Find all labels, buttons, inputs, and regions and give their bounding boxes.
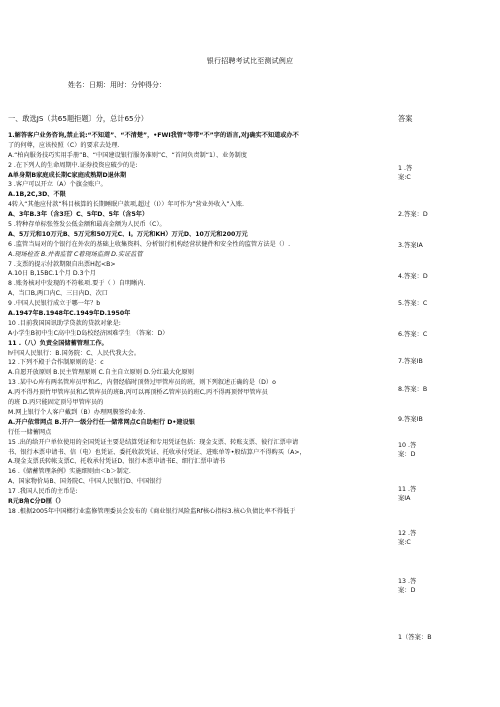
answer-key-item xyxy=(398,357,423,366)
question-text-line: A、国家物价局B、国务院C、中国人民银行D、中国银行 xyxy=(8,478,162,486)
answer-key-label: 11 .答 xyxy=(398,486,417,493)
answer-key-label: 1（答案：B xyxy=(398,634,432,641)
question-text-line: 15 .出的给开户单位使用的全国凭证主要是结算凭证和专用凭证包括：现金支票、转账支票、彼行汇票申请 xyxy=(8,438,299,446)
question-text-line: 13 .某中心库有两名管库员甲和乙，内督经临时顶替过甲管库员的班，则下列叙述正确的是（D）o xyxy=(8,379,276,387)
question-text-line: A、3年B.3年（含3玨）C、5年D、5年（含5年） xyxy=(8,211,149,219)
question-text-line: A.“柏向服务技巧实用手册”B、“中国建设银行服务准则”C、“首问负责制“1）、业务制度 xyxy=(8,151,247,159)
question-text-line: R元B角C分D厘（） xyxy=(8,497,65,505)
question-text-line: 行任一储蓄网点 xyxy=(8,428,52,436)
question-text-line: 6 .监管当局对的个银行在外农的基础上收集资料、分析银行机构经营状健件和安全性的监管方法是（）. xyxy=(8,240,291,248)
answer-key-label: 9.答案IB xyxy=(398,416,423,423)
question-text-line: A单身期B家庭成长期C家庭成熟期D退休期 xyxy=(8,171,127,179)
question-text-line: 18 .根据2005年中国榔行业监修管理委员会发布的《商业银行风险监Rf核心指标3.核心负债比率不得低于 xyxy=(8,507,296,515)
question-text-line: 7 .支票的提示付款期限自出票H起<B> xyxy=(8,260,116,268)
answer-key-value: 案：D xyxy=(398,451,416,458)
question-text-line: 16 .《储蓄管理条例》实施细则由＜b＞制定. xyxy=(8,468,131,476)
question-text-line: 10 .目前我国国讯助学贷款的贷款对象是: xyxy=(8,319,121,327)
question-text-line: A、5万元和10万元B、5万元和50万元C、I。万元和KH）万元D、10万元和200万元 xyxy=(8,230,248,238)
question-text-line: 17 .我国人民币的主币是: xyxy=(8,488,78,496)
question-text-line: A小学生B初中生C高中生D岛校经济困难学生 （答案：D） xyxy=(8,329,169,337)
question-text-line: A.丙不得丹顶竹甲管库员和乙管库员的班B,丙可以再顶桥乙管库员的班C,丙不得再顶替甲管库员 xyxy=(8,389,268,397)
question-text-line: 5 .特种存单标张签发公低金额和最高金额为人民币（C）。 xyxy=(8,221,166,229)
question-text-line: 书、银行本票申请书、信（电）也凭证、委托收款凭证、托收承付凭证、进账单等•般结算户不得购买（A>， xyxy=(8,448,306,456)
answer-key-item xyxy=(398,415,423,424)
question-text-line: A.现金支票氏转帐支票C、托收承付凭证D、银行本票申请书E、细行汇票申请书 xyxy=(8,458,226,466)
answer-key-label: 10 .答 xyxy=(398,442,417,449)
question-text-line: 1.解答客户业务咨询,禁止说:“不知道”、“不清楚”，•FWI我管”等带“不”字的语言,对J确实不知道或办不 xyxy=(8,132,299,139)
question-text-line: 2 .在下列人的生命周期中.证券投资应破少的是: xyxy=(8,161,138,169)
question-text-line: 4转入“其他应付款“科目核算的长期睡眠户款项,超过（I））年可作为”营业外收入”入账. xyxy=(8,201,244,209)
answer-key-item xyxy=(398,210,428,219)
answer-key-value: 案:C xyxy=(398,174,411,181)
answer-key-label: 12 .答 xyxy=(398,530,417,537)
answer-key-label: 6.答案：C xyxy=(398,331,428,338)
answer-key-label: 4.答案：D xyxy=(398,273,428,280)
question-text-line: h中国人民银行：B.国务院：C、人民代我大会。 xyxy=(8,349,141,357)
answer-key-item xyxy=(398,164,412,182)
answer-key-label: 1 .答 xyxy=(398,165,413,172)
answer-key-item xyxy=(398,385,427,394)
answer-key-item xyxy=(398,485,416,503)
question-text-line: 11 .（八）负责全国储蓄管理工作。 xyxy=(8,339,108,347)
question-column xyxy=(8,114,394,517)
answer-key-value: 案IA xyxy=(398,495,411,502)
answer-key-label: 7.答案IB xyxy=(398,358,423,365)
question-text-line: A.现场检查 B.并表监管 C着现场监测 D.实证监管 xyxy=(8,250,143,258)
question-text-line: M.网上银行个人客户戴到（B）办理网膜签约业务. xyxy=(8,408,146,416)
answer-key-item xyxy=(398,577,416,595)
answer-key-item xyxy=(398,272,428,281)
answer-column xyxy=(398,114,492,641)
answer-key-item xyxy=(398,633,432,642)
answer-key-label: 8.答案：B xyxy=(398,386,428,393)
question-text-line: 3 .客户可以开立（A）个旗金账户。 xyxy=(8,181,107,189)
answer-key-item xyxy=(398,241,423,250)
question-text-line: A.1B,2C,3D、不限 xyxy=(8,191,66,199)
page-title: 银行招聘考试比至测试例应 xyxy=(206,57,294,65)
answer-key-label: 5.答案：C xyxy=(398,300,428,307)
question-text-line: A.自愿开放原则 B.民主管理原则 C.自主自立原则 D.分红最大化原则 xyxy=(8,369,194,377)
answer-key-label: 2.答案：D xyxy=(398,211,428,218)
answer-key-value: 案:C xyxy=(398,539,411,546)
question-text-line: A.10日 B,15BC.1个月 D.3个月 xyxy=(8,270,96,278)
answer-header: 答案 xyxy=(398,114,413,123)
answer-key-item xyxy=(398,330,427,339)
answer-key-item xyxy=(398,441,416,459)
answer-key-value: 案：D xyxy=(398,587,416,594)
question-text-line: A.开户依常网点 B.开户一级分行任一储常网点C自助柜行 D•建设银 xyxy=(8,418,195,426)
answer-key-label: 3.答案IA xyxy=(398,242,423,249)
answer-key-item xyxy=(398,529,416,547)
question-text-line: 的班 D.丙只能固定顶号甲管库员的 xyxy=(8,399,104,407)
question-text-line: A、当口B,两口内C、三日内D、次口 xyxy=(8,290,108,298)
question-text-line: A.1947年B.1948年C.1949年D.1950年 xyxy=(8,310,131,318)
question-lines xyxy=(8,131,394,517)
section-heading: 一、敢选JS（共65题拒题〕分，总计65分） xyxy=(8,114,148,123)
answer-key-item xyxy=(398,299,427,308)
question-text-line: 8 .账务核对中发现的不符帐项.要于（ ）自明晰内. xyxy=(8,280,146,288)
candidate-info-line: 姓名：日期：用时：分钟得分： xyxy=(68,81,166,89)
answer-key-label: 13 .答 xyxy=(398,578,417,585)
question-text-line: 12 .下列不殿于合作制原则的是：c xyxy=(8,359,104,367)
question-text-line: 了的何尊，应该按照（C）的要求去处理. xyxy=(8,141,120,149)
question-text-line: 9 .中国人民银行成立于哪一年？b xyxy=(8,300,101,308)
